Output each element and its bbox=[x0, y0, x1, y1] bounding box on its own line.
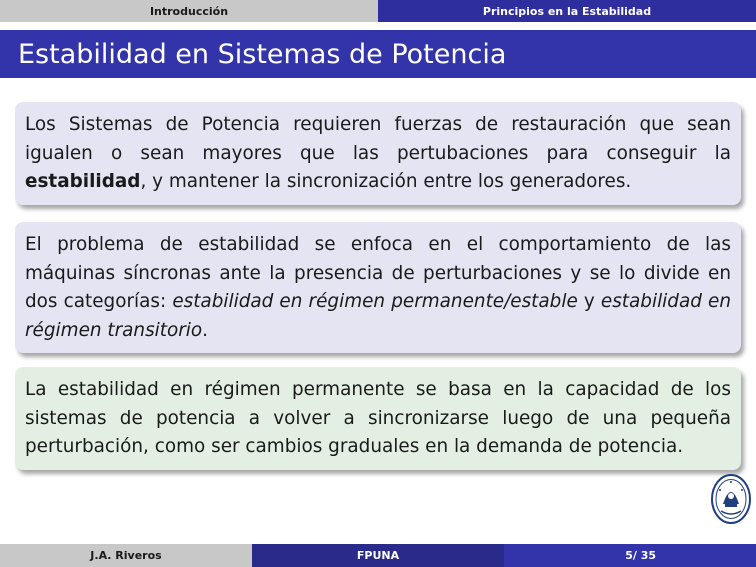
block-paragraph bbox=[25, 231, 731, 345]
footer-institution-label: FPUNA bbox=[356, 549, 400, 562]
block-text: Los Sistemas de Potencia requieren fuerzas de restauración que sean igualen o sean mayores que las pertubaciones para conseguir la bbox=[25, 114, 731, 164]
nav-section-label: Introducción bbox=[149, 4, 229, 18]
footer-author-label: J.A. Riveros bbox=[90, 549, 162, 562]
footer-institution bbox=[252, 544, 504, 567]
footer-page-number bbox=[504, 544, 756, 567]
nav-section-introduccion[interactable] bbox=[0, 0, 378, 22]
block-text: y bbox=[577, 291, 601, 312]
block-text-italic: estabilidad en régimen transitorio bbox=[25, 291, 731, 341]
block-text: El problema de estabilidad se enfoca en el comportamiento de las máquinas síncronas ante la presencia de perturbaciones y se lo divide en dos categorías: bbox=[25, 234, 731, 312]
navigation-bar bbox=[0, 0, 756, 22]
block-text: . bbox=[202, 319, 209, 341]
footer-author bbox=[0, 544, 252, 567]
nav-section-principios[interactable] bbox=[378, 0, 756, 22]
block-paragraph bbox=[25, 111, 731, 197]
content-block-3 bbox=[15, 367, 741, 470]
footer-page-label: 5/ 35 bbox=[625, 549, 656, 562]
footer-bar bbox=[0, 544, 756, 567]
university-seal-icon bbox=[711, 474, 751, 524]
block-text-bold: estabilidad bbox=[25, 171, 141, 192]
frame-title-bar bbox=[0, 30, 756, 78]
block-paragraph: La estabilidad en régimen permanente se basa en la capacidad de los sistemas de potencia a volver a sincronizarse luego de una pequeña perturbación, como ser cambios graduales en la demanda de potencia. bbox=[25, 379, 731, 457]
nav-section-label: Principios en la Estabilidad bbox=[482, 4, 652, 18]
content-block-2 bbox=[15, 222, 741, 353]
frame-title: Estabilidad en Sistemas de Potencia bbox=[18, 38, 507, 70]
block-text: , y mantener la sincronización entre los generadores. bbox=[140, 171, 632, 192]
block-text-italic: estabilidad en régimen permanente/estable bbox=[172, 291, 578, 312]
content-block-1 bbox=[15, 102, 741, 205]
